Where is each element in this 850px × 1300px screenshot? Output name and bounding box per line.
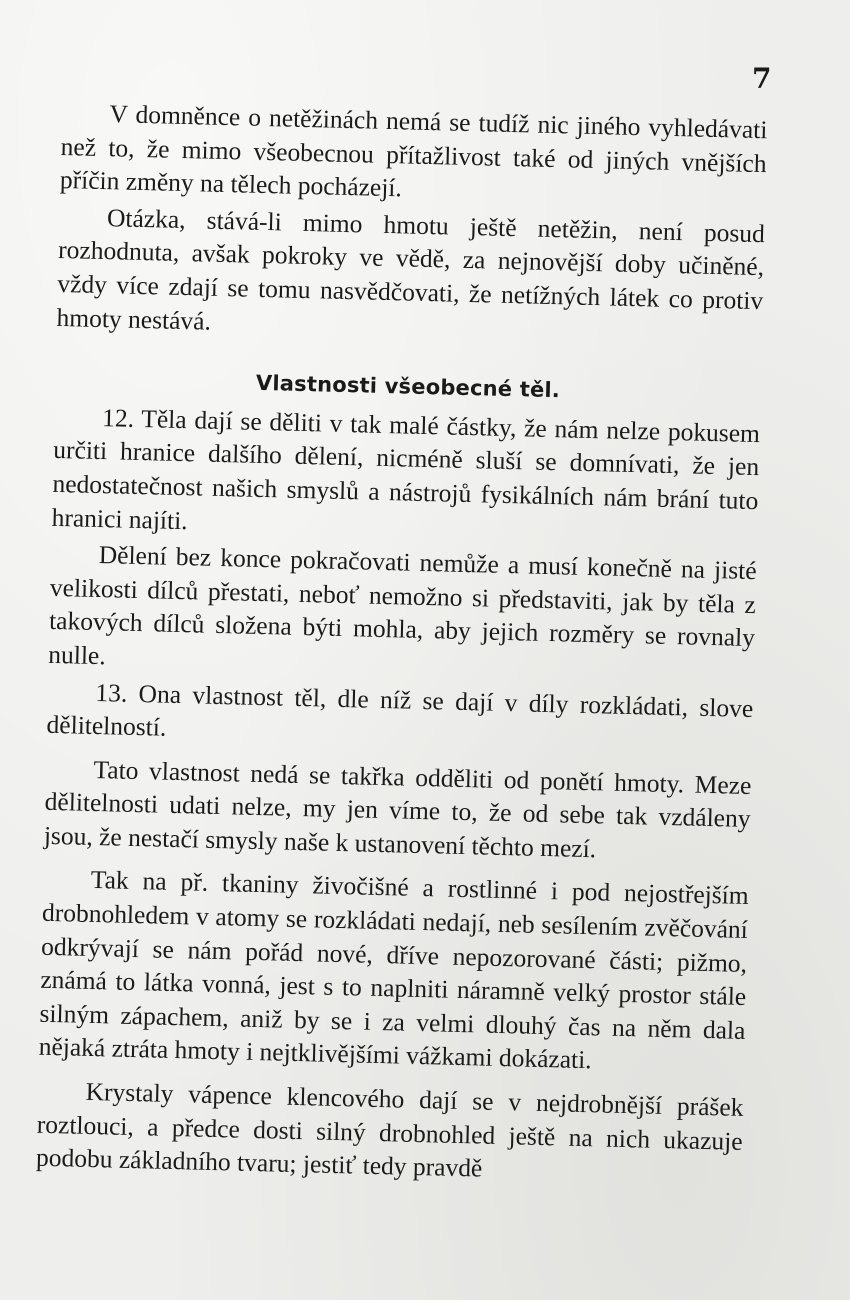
paragraph-netezin-otazka: Otázka, stává-li mimo hmotu ještě netěžin, není posud rozhodnuta, avšak pokroky ve vědě, za nejnovější doby učiněné, vždy více zdají se tomu nasvědčovati, že netížných látek co protiv hmoty nestává. xyxy=(56,202,766,336)
paragraph-tkaniny-pizmo: Tak na př. tkaniny živočišné a rostlinné i pod nejostřejším drobnohledem v atomy se rozkládati nedají, neb sesílením zvěčování odkrývají se nám pořád nové, dříve nepozorované části; pižmo, známá to látka vonná, jest s to naplniti náramně velký prostor stále silným zápachem, aniž by se i za velmi dlouhý čas na něm dala nějaká ztráta hmoty i nejtklivějšími vážkami dokázati. xyxy=(38,865,750,1075)
paragraph-12-deleni: 12. Těla dají se děliti v tak malé částky, že nám nelze pokusem určiti hranice dalšího dělení, nicméně sluší se domnívati, že jen nedostatečnost našich smyslů a nástrojů fysikálních nám brání tuto hranici najíti. xyxy=(51,402,761,535)
paragraph-deleni-bez-konce: Dělení bez konce pokračovati nemůže a musí konečně na jisté velikosti dílců přestati, neboť nemožno si představiti, jak by těla z takových dílců složena býti mohla, aby jejich rozměry se rovnaly nulle. xyxy=(48,540,757,671)
page-number: 7 xyxy=(752,62,772,95)
paragraph-krystaly-vapence: Krystaly vápence klencového dají se v nejdrobnější prášek roztlouci, a předce dosti silný drobnohled ještě na nich ukazuje podobu základního tvaru; jestiť tedy pravdě xyxy=(35,1076,744,1183)
paragraph-meze-delitelnosti: Tato vlastnost nedá se takřka odděliti od ponětí hmoty. Meze dělitelnosti udati nelze, my jen víme to, že od sebe tak vzdáleny jsou, že nestačí smysly naše k ustanovení těchto mezí. xyxy=(43,754,752,864)
paragraph-13-delitelnost: 13. Ona vlastnost těl, dle níž se dají v díly rozkládati, slove dělitelností. xyxy=(46,677,754,742)
section-heading: Vlastnosti všeobecné těl. xyxy=(255,370,561,403)
paragraph-netezin-domnenka: V domněnce o netěžinách nemá se tudíž nic jiného vyhledávati než to, že mimo všeobecnou přítažlivost také od jiných vnějších příčin změny na tělech pocházejí. xyxy=(59,99,768,203)
page-text xyxy=(36,96,768,1195)
